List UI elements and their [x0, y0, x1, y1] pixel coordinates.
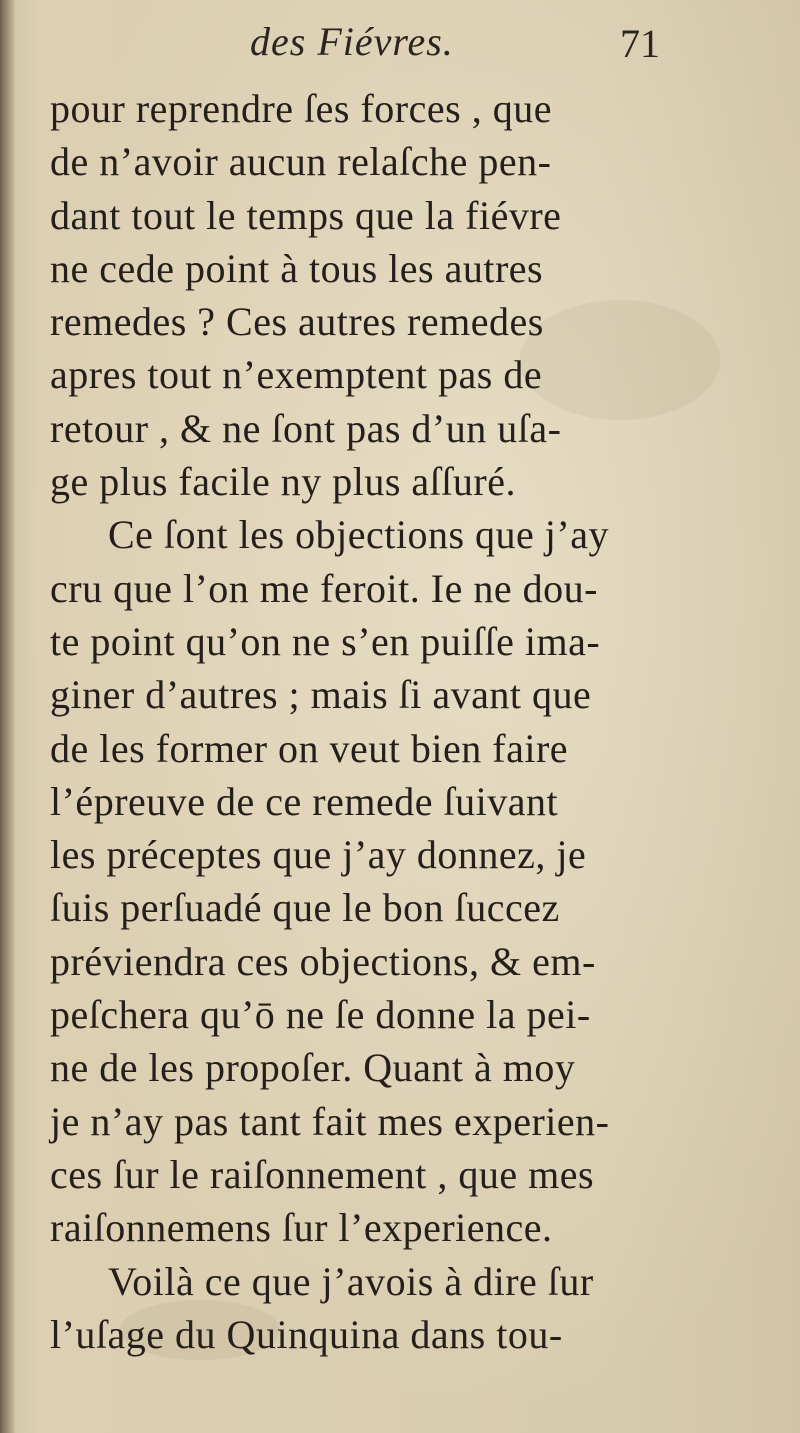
- page-gutter-shadow: [0, 0, 16, 1433]
- text-line: l’uſage du Quinquina dans tou-: [50, 1311, 563, 1357]
- paragraph-start-line: Ce ſont les objections que j’ay: [108, 512, 609, 558]
- text-line: de n’avoir aucun relaſche pen-: [50, 139, 552, 185]
- text-line: te point qu’on ne s’en puiſſe ima-: [50, 618, 601, 664]
- text-line: ſuis perſuadé que le bon ſuccez: [50, 885, 560, 931]
- text-line: ces ſur le raiſonnement , que mes: [50, 1151, 595, 1197]
- text-line: ne de les propoſer. Quant à moy: [50, 1045, 576, 1091]
- text-line: préviendra ces objections, & em-: [50, 938, 596, 984]
- text-line: dant tout le temps que la fiévre: [50, 192, 562, 238]
- text-line: l’épreuve de ce remede ſuivant: [50, 778, 559, 824]
- text-line: cru que l’on me feroit. Ie ne dou-: [50, 565, 598, 611]
- page-number: 71: [620, 21, 660, 66]
- text-line: je n’ay pas tant fait mes experien-: [50, 1098, 610, 1144]
- paragraph-start-line: Voilà ce que j’avois à dire ſur: [108, 1258, 594, 1304]
- body-text: [50, 82, 710, 1361]
- text-line: les préceptes que j’ay donnez, je: [50, 832, 587, 878]
- running-title: des Fiévres.: [250, 19, 454, 64]
- text-line: ne cede point à tous les autres: [50, 245, 544, 291]
- text-line: peſchera qu’ō ne ſe donne la pei-: [50, 992, 591, 1038]
- text-line: raiſonnemens ſur l’experience.: [50, 1205, 553, 1251]
- text-line: retour , & ne ſont pas d’un uſa-: [50, 405, 562, 451]
- text-line: ge plus facile ny plus aſſuré.: [50, 459, 516, 505]
- page-header: [0, 18, 800, 78]
- text-line: remedes ? Ces autres remedes: [50, 299, 544, 345]
- text-line: giner d’autres ; mais ſi avant que: [50, 672, 592, 718]
- text-line: apres tout n’exemptent pas de: [50, 352, 543, 398]
- text-line: de les former on veut bien faire: [50, 725, 569, 771]
- text-line: pour reprendre ſes forces , que: [50, 86, 552, 131]
